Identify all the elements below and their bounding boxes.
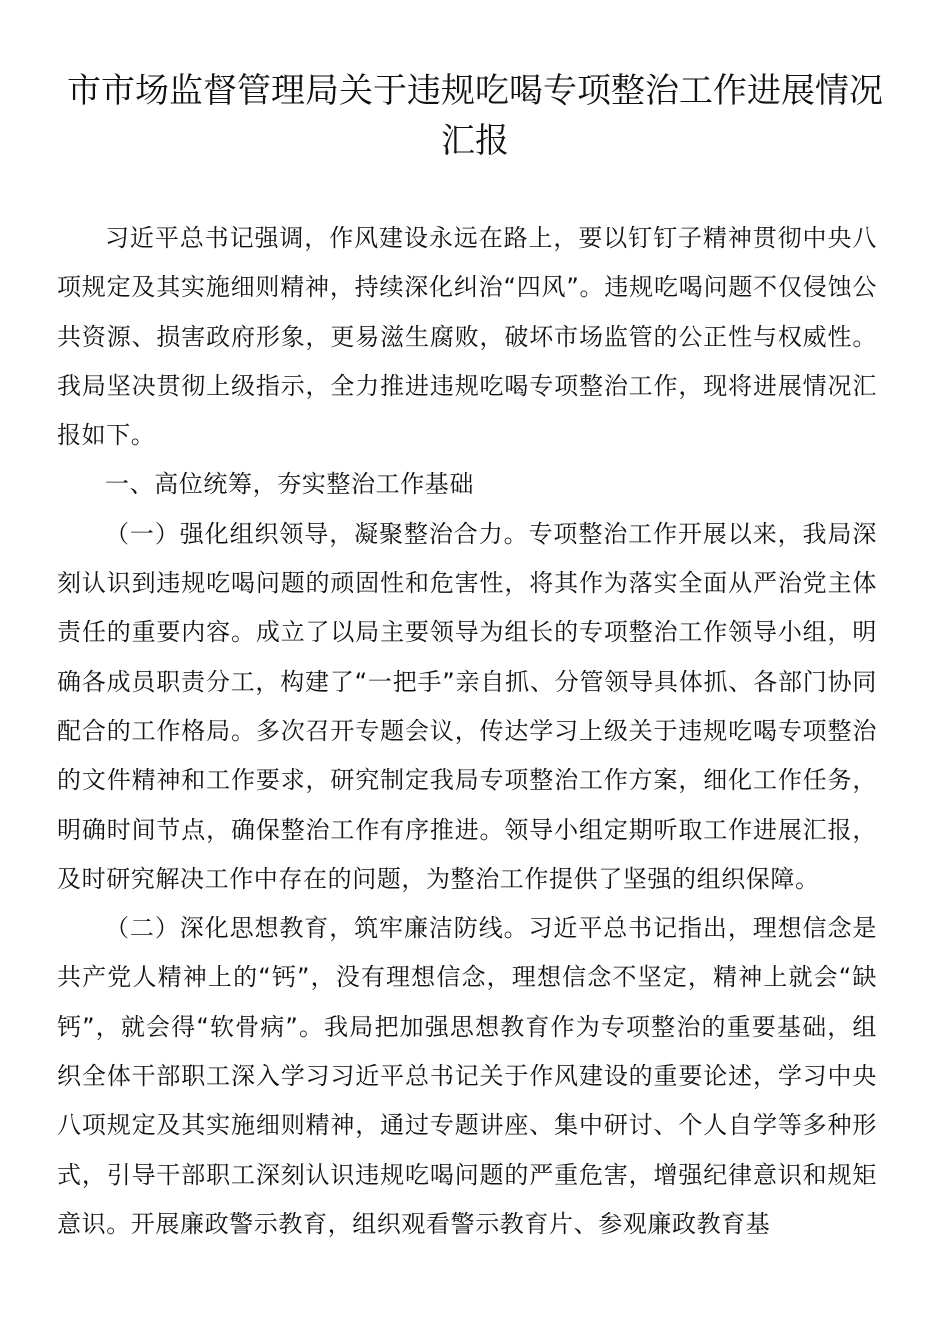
document-title: 市市场监督管理局关于违规吃喝专项整治工作进展情况汇报 [67,71,883,161]
section-heading-1: 一、高位统筹，夯实整治工作基础 [105,470,474,499]
paragraph-organization-leadership: （一）强化组织领导，凝聚整治合力。专项整治工作开展以来，我局深刻认识到违规吃喝问题的顽固性和危害性，将其作为落实全面从严治党主体责任的重要内容。成立了以局主要领导为组长的专项整治工作领导小组，明确各成员职责分工，构建了“一把手”亲自抓、分管领导具体抓、各部门协同配合的工作格局。多次召开专题会议，传达学习上级关于违规吃喝专项整治的文件精神和工作要求，研究制定我局专项整治工作方案，细化工作任务，明确时间节点，确保整治工作有序推进。领导小组定期听取工作进展汇报，及时研究解决工作中存在的问题，为整治工作提供了坚强的组织保障。 [57,519,877,893]
paragraph-intro: 习近平总书记强调，作风建设永远在路上，要以钉钉子精神贯彻中央八项规定及其实施细则精神，持续深化纠治“四风”。违规吃喝问题不仅侵蚀公共资源、损害政府形象，更易滋生腐败，破坏市场监管的公正性与权威性。我局坚决贯彻上级指示，全力推进违规吃喝专项整治工作，现将进展情况汇报如下。 [57,224,877,450]
paragraph-ideological-education: （二）深化思想教育，筑牢廉洁防线。习近平总书记指出，理想信念是共产党人精神上的“钙”，没有理想信念，理想信念不坚定，精神上就会“缺钙”，就会得“软骨病”。我局把加强思想教育作为专项整治的重要基础，组织全体干部职工深入学习习近平总书记关于作风建设的重要论述，学习中央八项规定及其实施细则精神，通过专题讲座、集中研讨、个人自学等多种形式，引导干部职工深刻认识违规吃喝问题的严重危害，增强纪律意识和规矩意识。开展廉政警示教育，组织观看警示教育片、参观廉政教育基 [57,914,877,1238]
document-body [57,214,877,1249]
